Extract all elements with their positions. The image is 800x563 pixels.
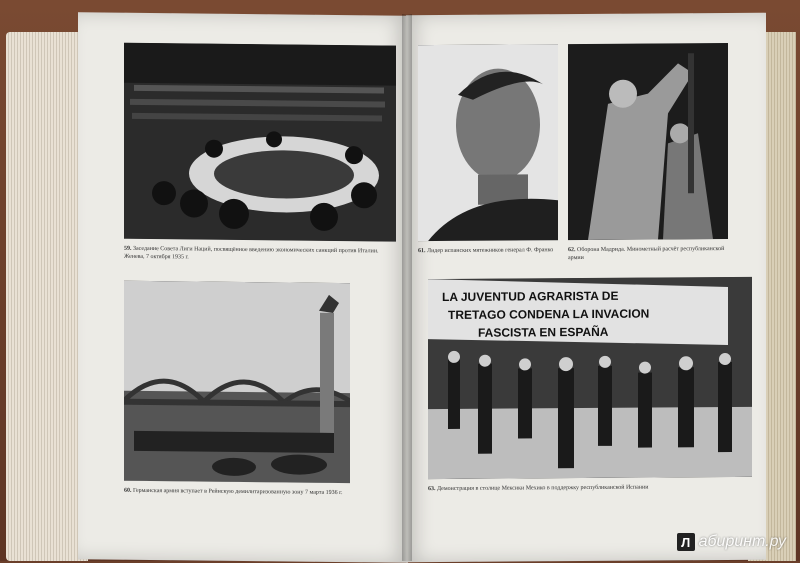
left-page (78, 12, 408, 562)
open-book (6, 14, 796, 561)
caption-61-text: Лидер испанских мятежников генерал Ф. Франко (427, 247, 554, 255)
caption-63-number: 63. (428, 486, 436, 493)
page-stack-left (6, 32, 88, 561)
caption-60-text: Германская армия вступает в Рейнскую демилитаризованную зону 7 марта 1936 г. (133, 487, 343, 497)
caption-60-number: 60. (124, 487, 132, 494)
caption-63 (428, 483, 752, 493)
caption-62 (568, 245, 728, 262)
banner-line-1: LA JUVENTUD AGRARISTA DE (442, 288, 619, 305)
right-page (406, 13, 766, 563)
labirint-logo-icon: Л (677, 533, 695, 551)
caption-60 (124, 487, 350, 497)
caption-62-number: 62. (568, 247, 576, 254)
caption-62-text: Оборона Мадрида. Минометный расчёт республиканской армии (568, 246, 725, 262)
caption-61 (418, 246, 558, 255)
book-gutter (402, 14, 412, 561)
banner-line-2: TRETAGO CONDENA LA INVACION (448, 306, 650, 322)
labirint-logo-text: абиринт.ру (698, 533, 786, 550)
photo-mexico-demonstration (428, 277, 752, 479)
caption-63-text: Демонстрация в столице Мексики Мехико в поддержку республиканской Испании (437, 484, 649, 493)
caption-59-number: 59. (124, 245, 132, 252)
banner-line-3: FASCISTA EN ESPAÑA (478, 324, 609, 340)
photo-franco (418, 44, 558, 241)
caption-61-number: 61. (418, 248, 426, 255)
caption-59-text: Заседание Совета Лиги Наций, посвящённое введению экономических санкций против Италии. Женева, 7 октября 1935 г. (124, 245, 379, 261)
photo-rhineland (124, 281, 350, 483)
photo-league-of-nations (124, 43, 396, 242)
caption-59 (124, 245, 396, 264)
photo-madrid-defense (568, 43, 728, 240)
watermark-logo (677, 533, 786, 551)
